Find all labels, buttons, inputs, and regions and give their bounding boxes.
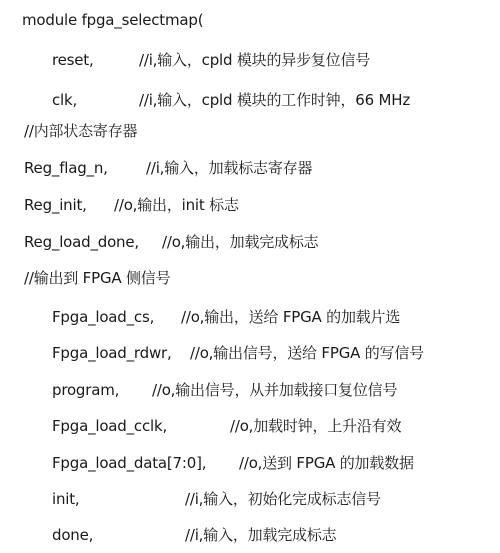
signal-comment: //o,输出，加载完成标志 <box>162 233 319 251</box>
signal-name: reset, <box>52 51 94 69</box>
signal-name: Fpga_load_rdwr, <box>52 344 172 362</box>
signal-comment: //i,输入，初始化完成标志信号 <box>185 490 381 508</box>
signal-name: Fpga_load_cclk, <box>52 417 168 435</box>
signal-comment: //o,输出信号，送给 FPGA 的写信号 <box>190 344 424 362</box>
signal-comment: //i,输入，加载标志寄存器 <box>146 159 313 177</box>
signal-name: Reg_load_done, <box>24 233 139 251</box>
signal-comment: //i,输入，加载完成标志 <box>185 526 337 544</box>
signal-comment: //o,输出，init 标志 <box>114 196 239 214</box>
signal-name: init, <box>52 490 80 508</box>
signal-name: Fpga_load_data[7:0], <box>52 454 207 472</box>
signal-name: done, <box>52 526 94 544</box>
signal-name: Reg_flag_n, <box>24 159 108 177</box>
signal-comment: //o,送到 FPGA 的加载数据 <box>239 454 414 472</box>
section-comment-internal: //内部状态寄存器 <box>24 122 138 140</box>
signal-comment: //o,输出，送给 FPGA 的加载片选 <box>181 308 401 326</box>
signal-comment: //i,输入，cpld 模块的异步复位信号 <box>139 51 371 69</box>
signal-name: Reg_init, <box>24 196 87 214</box>
signal-comment: //i,输入，cpld 模块的工作时钟，66 MHz <box>139 91 411 109</box>
section-comment-output: //输出到 FPGA 侧信号 <box>24 269 171 287</box>
signal-comment: //o,加载时钟，上升沿有效 <box>230 417 402 435</box>
module-declaration: module fpga_selectmap( <box>22 11 204 29</box>
signal-comment: //o,输出信号，从并加载接口复位信号 <box>152 381 398 399</box>
signal-name: clk, <box>52 91 78 109</box>
signal-name: Fpga_load_cs, <box>52 308 155 326</box>
signal-name: program, <box>52 381 120 399</box>
